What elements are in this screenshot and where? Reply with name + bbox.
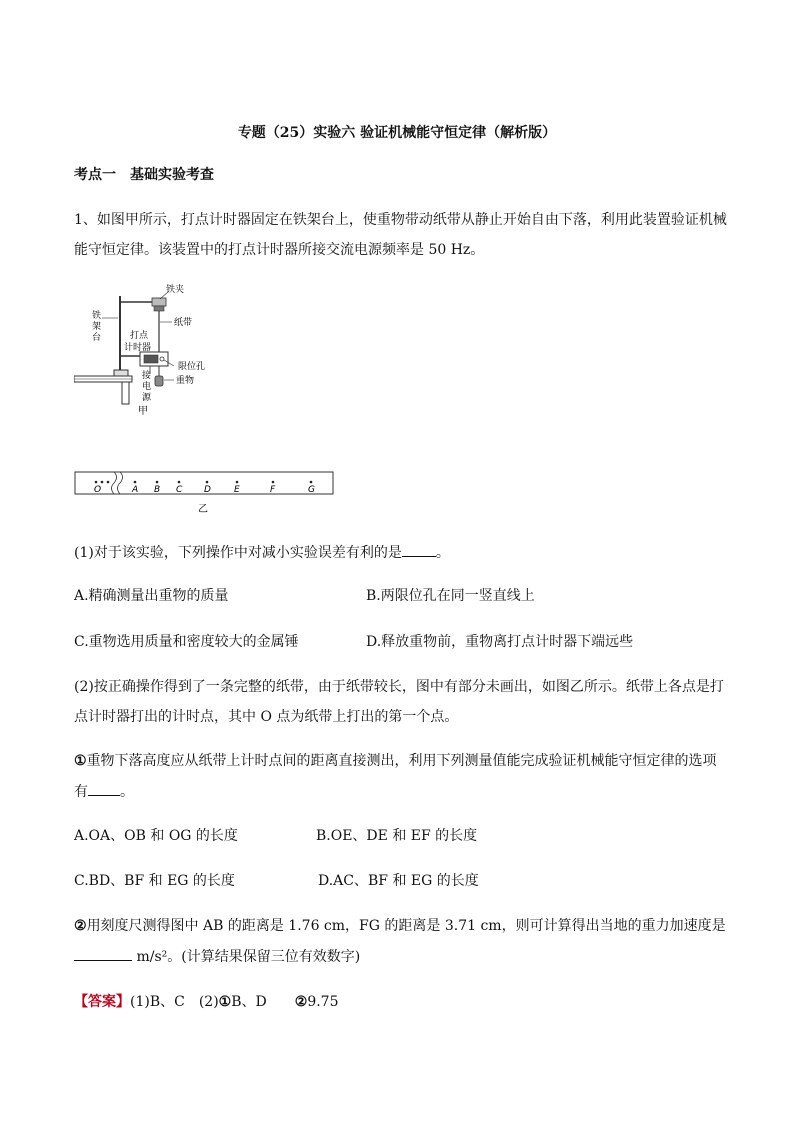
- label-stand-1: 铁: [92, 311, 102, 321]
- iron-clip: [152, 298, 166, 306]
- q1-part2-stem-line1: (2)按正确操作得到了一条完整的纸带，由于纸带较长，图中有部分未画出，如图乙所示。纸带上各点是打: [74, 679, 724, 695]
- q1-part1-option-d: D.释放重物前，重物离打点计时器下端远些: [366, 634, 634, 650]
- label-timer-1: 打点: [130, 331, 149, 341]
- label-timer-2: 计时器: [124, 343, 152, 353]
- sub1-line2-end: 。: [120, 784, 134, 800]
- answer-part2: B、D: [231, 994, 295, 1010]
- tape-dot-A: [134, 481, 137, 484]
- tape-extra-dot: [101, 481, 104, 484]
- answer-blank-1[interactable]: [402, 542, 436, 557]
- tape-extra-dot: [95, 481, 98, 484]
- q1-part2-option-d: D.AC、BF 和 EG 的长度: [318, 873, 479, 889]
- q1-part1-stem-text: (1)对于该实验，下列操作中对减小实验误差有利的是: [74, 545, 402, 561]
- sub2-unit: m/s²。(计算结果保留三位有效数字): [132, 949, 361, 965]
- tape-extra-dot: [107, 481, 110, 484]
- answer-blank-2[interactable]: [88, 781, 120, 796]
- label-power-3: 源: [142, 393, 152, 403]
- q1-intro-line1: 1、如图甲所示，打点计时器固定在铁架台上，使重物带动纸带从静止开始自由下落，利用此装置验证机械: [74, 212, 727, 228]
- sub1-text: 重物下落高度应从纸带上计时点间的距离直接测出，利用下列测量值能完成验证机械能守恒定律的选项: [86, 753, 717, 769]
- tape-dot-D: [206, 481, 209, 484]
- sub2-text: 用刻度尺测得图中 AB 的距离是 1.76 cm，FG 的距离是 3.71 cm，则可计算得出当地的重力加速度是: [86, 918, 726, 934]
- label-iron-clip: 铁夹: [166, 285, 185, 295]
- tape-dot-F: [272, 481, 275, 484]
- limit-hole: [160, 357, 164, 361]
- tape-label-F: F: [270, 485, 276, 495]
- label-power-1: 接: [142, 371, 152, 381]
- tape-label-C: C: [176, 485, 183, 495]
- sub1-mark: ①: [74, 753, 87, 769]
- q1-part2-option-c: C.BD、BF 和 EG 的长度: [74, 873, 235, 889]
- label-stand-3: 台: [92, 333, 102, 343]
- q1-part2-sub1-line1: [74, 751, 717, 771]
- tape-dot-B: [156, 481, 159, 484]
- section-heading: 考点一 基础实验考查: [74, 167, 214, 183]
- answer-line: [74, 992, 338, 1012]
- q1-part2-stem-line2: 点计时器打出的计时点，其中 O 点为纸带上打出的第一个点。: [74, 709, 459, 725]
- figure-apparatus: [74, 282, 234, 417]
- tape-label-E: E: [234, 485, 240, 495]
- q1-intro-line2: 能守恒定律。该装置中的打点计时器所接交流电源频率是 50 Hz。: [74, 242, 485, 258]
- page-title: 专题（25）实验六 验证机械能守恒定律（解析版）: [237, 125, 557, 141]
- tape-label-B: B: [154, 485, 161, 495]
- label-power-2: 电: [142, 382, 152, 392]
- q1-part1-stem-end: 。: [435, 545, 450, 561]
- label-limit-hole: 限位孔: [178, 362, 206, 372]
- timer-core: [144, 355, 158, 363]
- tape-dot-E: [236, 481, 239, 484]
- tape-label-A: A: [132, 485, 139, 495]
- q1-part1-option-b: B.两限位孔在同一竖直线上: [366, 588, 535, 604]
- answer-part1: (1)B、C (2): [130, 994, 219, 1010]
- sub1-line2-text: 有: [74, 784, 88, 800]
- sub2-mark: ②: [74, 918, 87, 934]
- stand-base: [114, 370, 128, 376]
- answer-mark-2: ②: [294, 994, 308, 1010]
- answer-mark-1: ①: [218, 994, 232, 1010]
- label-paper-tape: 纸带: [174, 318, 193, 328]
- weight-block: [155, 376, 163, 386]
- q1-part2-sub2-line2: [74, 946, 360, 967]
- q1-part1-stem: [74, 542, 450, 563]
- q1-part2-sub1-line2: [74, 781, 134, 802]
- label-stand-2: 架: [92, 322, 102, 332]
- label-weight: 重物: [176, 376, 195, 386]
- tape-label-O: O: [94, 485, 102, 495]
- answer-label: 【答案】: [74, 994, 130, 1010]
- table-shape: [74, 376, 132, 404]
- iron-clip-jaw: [154, 306, 164, 311]
- q1-part1-option-a: A.精确测量出重物的质量: [74, 588, 229, 604]
- figure-paper-tape: [74, 466, 338, 518]
- answer-part3: 9.75: [307, 994, 339, 1010]
- tape-dot-G: [310, 481, 313, 484]
- figure-b-caption: 乙: [198, 504, 208, 515]
- q1-part2-sub2-line1: [74, 916, 726, 936]
- q1-part1-option-c: C.重物选用质量和密度较大的金属锤: [74, 634, 299, 650]
- q1-part2-option-a: A.OA、OB 和 OG 的长度: [74, 828, 238, 844]
- figure-a-caption: 甲: [138, 406, 148, 417]
- tape-label-D: D: [204, 485, 211, 495]
- tape-label-G: G: [308, 485, 315, 495]
- tape-dot-C: [178, 481, 181, 484]
- answer-blank-3[interactable]: [74, 946, 132, 961]
- q1-part2-option-b: B.OE、DE 和 EF 的长度: [316, 828, 478, 844]
